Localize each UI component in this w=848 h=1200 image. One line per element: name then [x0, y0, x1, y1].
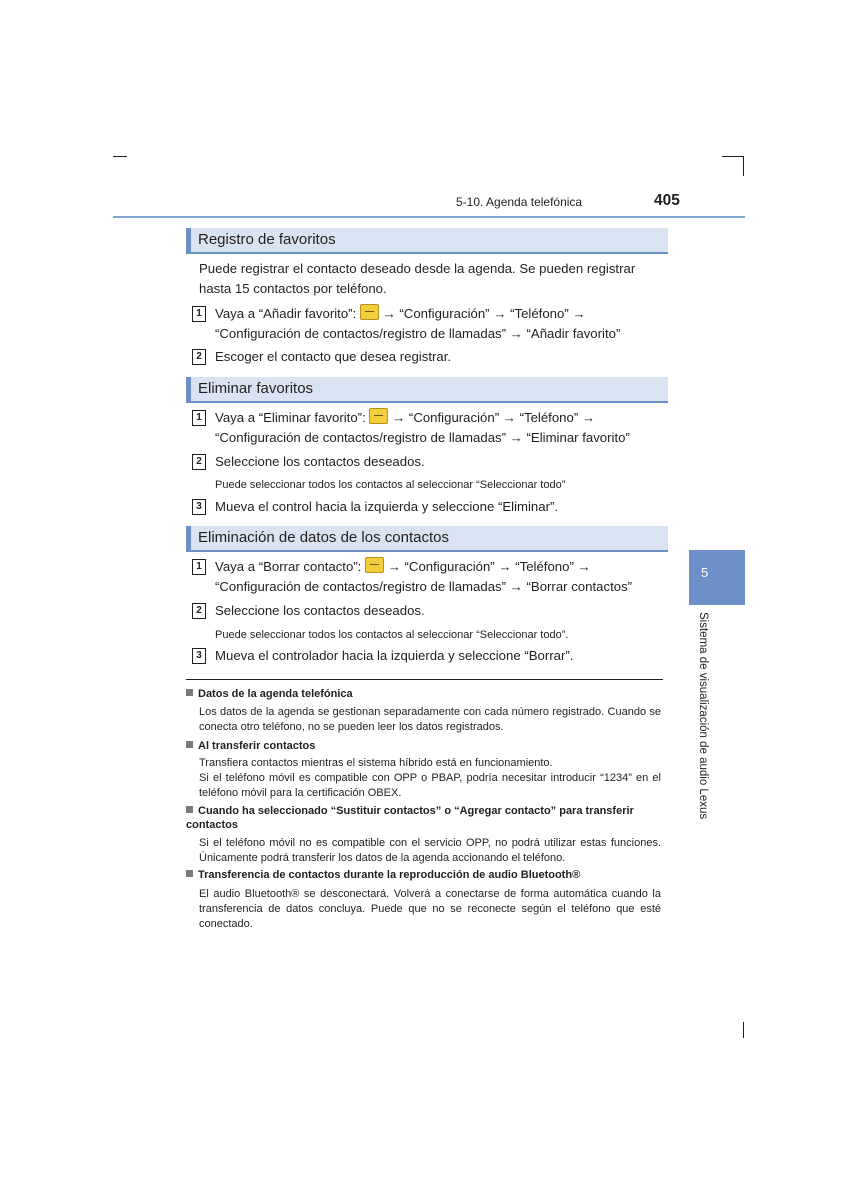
step-register-1 — [192, 304, 662, 346]
chapter-number: 5 — [701, 565, 709, 580]
step-number: 1 — [192, 306, 206, 322]
note-text: Transfiera contactos mientras el sistema híbrido está en funcionamiento. — [199, 757, 553, 769]
note-text: El audio Bluetooth® se desconectará. Volverá a conectarse de forma automática cuando la transferencia de datos concluya. Puede que no se reconecte según el teléfono que esté conectado. — [199, 888, 661, 930]
step-text-before: Vaya a “Eliminar favorito”: — [215, 410, 366, 425]
step-text-after: → “Configuración” → “Teléfono” → “Configuración de contactos/registro de llamadas” → “Eliminar favorito” — [215, 410, 630, 445]
note-heading: Cuando ha seleccionado “Sustituir contactos” o “Agregar contacto” para transferir contactos — [186, 805, 634, 831]
square-bullet-icon — [186, 689, 193, 696]
step-number: 2 — [192, 454, 206, 470]
square-bullet-icon — [186, 741, 193, 748]
step-text-after: → “Configuración” → “Teléfono” → “Configuración de contactos/registro de llamadas” → “Borrar contactos” — [215, 559, 633, 594]
notes-separator — [186, 679, 663, 680]
menu-button-icon — [365, 557, 384, 573]
crop-mark-top-right-vertical — [743, 156, 744, 176]
step-text: Escoger el contacto que desea registrar. — [215, 349, 452, 364]
step-text-before: Vaya a “Borrar contacto”: — [215, 559, 362, 574]
square-bullet-icon — [186, 806, 193, 813]
step-number: 3 — [192, 648, 206, 664]
step-text-before: Vaya a “Añadir favorito”: — [215, 306, 357, 321]
step-note: Puede seleccionar todos los contactos al seleccionar “Seleccionar todo”. — [215, 629, 569, 641]
crop-mark-top-right — [722, 156, 744, 157]
step-text-after: → “Configuración” → “Teléfono” → “Configuración de contactos/registro de llamadas” → “Añadir favorito” — [215, 306, 621, 341]
intro-paragraph: Puede registrar el contacto deseado desde la agenda. Se pueden registrar hasta 15 contactos por teléfono. — [199, 261, 636, 296]
menu-button-icon — [369, 408, 388, 424]
step-number: 2 — [192, 603, 206, 619]
step-number: 2 — [192, 349, 206, 365]
crop-mark-bottom-right — [743, 1022, 744, 1038]
step-text: Mueva el control hacia la izquierda y seleccione “Eliminar”. — [215, 499, 559, 514]
chapter-title: Sistema de visualización de audio Lexus — [697, 612, 709, 820]
step-text: Mueva el controlador hacia la izquierda y seleccione “Borrar”. — [215, 648, 574, 663]
note-text: Si el teléfono móvil es compatible con OPP o PBAP, podría necesitar introducir “1234” en el teléfono móvil para la certificación OBEX. — [199, 772, 661, 799]
section-heading-eliminacion-datos: Eliminación de datos de los contactos — [186, 526, 668, 552]
step-text: Seleccione los contactos deseados. — [215, 603, 425, 618]
step-delete-data-1 — [192, 557, 662, 599]
step-text: Seleccione los contactos deseados. — [215, 454, 425, 469]
step-number: 1 — [192, 410, 206, 426]
note-text: Si el teléfono móvil no es compatible con el servicio OPP, no podrá utilizar estas funciones. Únicamente podrá transferir los datos de la agenda accionando el teléfono. — [199, 837, 661, 864]
step-note: Puede seleccionar todos los contactos al seleccionar “Seleccionar todo” — [215, 479, 566, 491]
note-heading: Datos de la agenda telefónica — [186, 687, 663, 701]
note-text: Los datos de la agenda se gestionan separadamente con cada número registrado. Cuando se conecta otro teléfono, no se pueden leer los datos registrados. — [199, 706, 661, 733]
step-number: 1 — [192, 559, 206, 575]
page-number: 405 — [654, 192, 680, 209]
step-delete-fav-1 — [192, 408, 662, 450]
menu-button-icon — [360, 304, 379, 320]
chapter-tab — [689, 550, 745, 605]
running-header-section: 5-10. Agenda telefónica — [456, 195, 583, 209]
step-delete-data-3 — [192, 646, 662, 688]
step-number: 3 — [192, 499, 206, 515]
section-heading-registro: Registro de favoritos — [186, 228, 668, 254]
section-heading-eliminar-favoritos: Eliminar favoritos — [186, 377, 668, 403]
note-heading: Al transferir contactos — [186, 739, 663, 753]
chapter-side-label — [697, 612, 711, 820]
square-bullet-icon — [186, 870, 193, 877]
note-heading: Transferencia de contactos durante la reproducción de audio Bluetooth® — [186, 868, 663, 882]
crop-mark-top-left — [113, 156, 127, 157]
header-rule — [113, 216, 745, 218]
